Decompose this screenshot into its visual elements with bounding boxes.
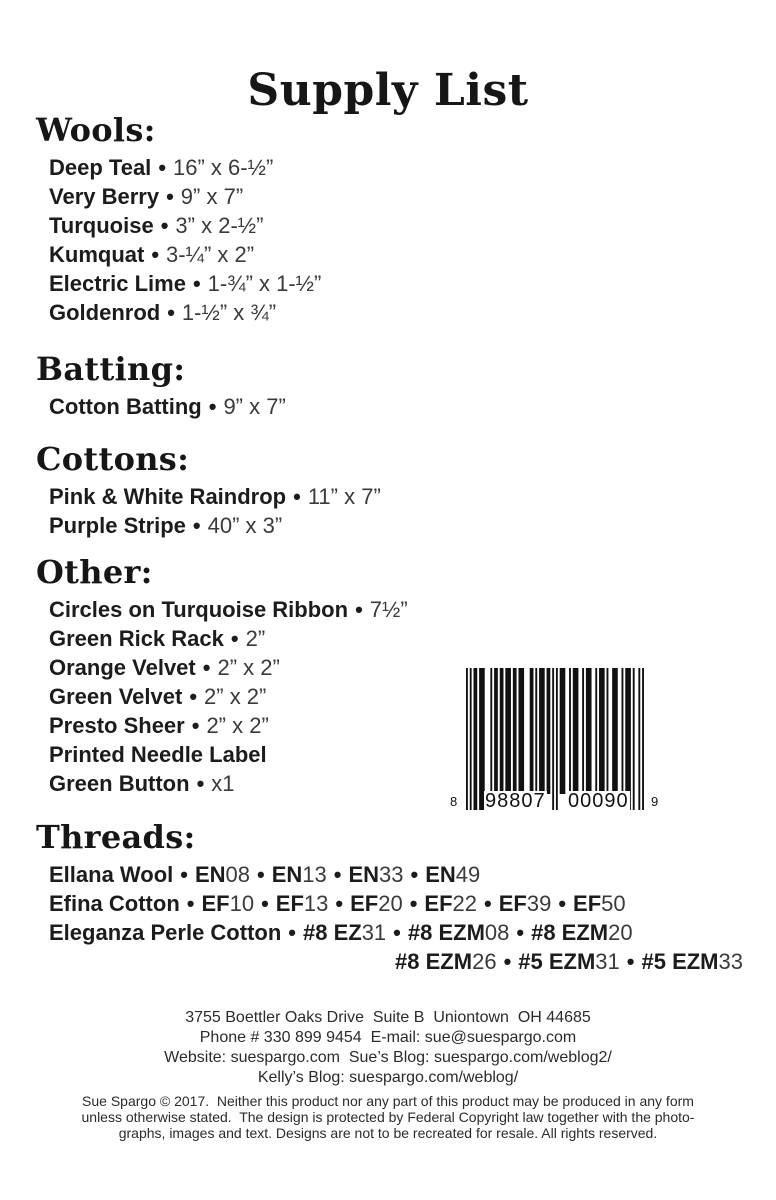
thread-item-line (49, 918, 743, 947)
page-title: Supply List (247, 65, 529, 117)
bullet-separator: • (192, 271, 201, 296)
bullet-separator: • (191, 713, 200, 738)
list-item (49, 240, 321, 269)
item-name: Kumquat (49, 242, 145, 267)
item-name: Cotton Batting (49, 394, 202, 419)
thread-code: #8 EZM26 (395, 949, 497, 974)
item-size: 7½” (369, 597, 408, 622)
item-name: Presto Sheer (49, 713, 185, 738)
website-blog-line: Website: suespargo.com Sue’s Blog: suespargo.com/weblog2/ (164, 1049, 612, 1066)
list-item (49, 182, 321, 211)
item-name: Green Velvet (49, 684, 183, 709)
thread-code: EN13 (271, 862, 327, 887)
bullet-separator: • (186, 891, 195, 916)
item-name: Electric Lime (49, 271, 186, 296)
bullet-separator: • (409, 891, 418, 916)
item-name: Goldenrod (49, 300, 161, 325)
barcode-right-group-digits: 00090 (568, 790, 629, 812)
item-name: Efina Cotton (49, 891, 180, 916)
bullet-separator: • (355, 597, 363, 622)
thread-code: EN33 (348, 862, 404, 887)
bullet-separator: • (333, 862, 342, 887)
item-name: Pink & White Raindrop (49, 484, 287, 509)
list-item (49, 682, 408, 711)
item-size: 16” x 6-½” (173, 155, 274, 180)
list-item (49, 711, 408, 740)
item-size: 9” x 7” (180, 184, 244, 209)
list-item (49, 153, 321, 182)
thread-code: #8 EZM08 (407, 920, 510, 945)
section-heading: Cottons: (36, 440, 190, 478)
item-size: 1-½” x ¾” (181, 300, 277, 325)
section-items (36, 392, 286, 421)
bullet-separator: • (484, 891, 492, 916)
barcode-number-system-digit: 8 (450, 794, 458, 809)
thread-code: EF22 (424, 891, 478, 916)
item-name: Printed Needle Label (49, 742, 267, 767)
thread-item-line (49, 889, 743, 918)
kellys-blog-line: Kelly’s Blog: suespargo.com/weblog/ (257, 1069, 519, 1086)
thread-code: EF13 (275, 891, 329, 916)
list-item (49, 392, 286, 421)
thread-code: EF20 (350, 891, 403, 916)
item-name: Deep Teal (49, 155, 152, 180)
section-other (36, 552, 408, 798)
bullet-separator: • (257, 862, 265, 887)
bullet-separator: • (196, 771, 205, 796)
list-item (49, 595, 408, 624)
section-heading: Threads: (36, 818, 196, 856)
thread-code: EN49 (425, 862, 481, 887)
item-size: 3-¼” x 2” (166, 242, 255, 267)
bullet-separator: • (160, 213, 169, 238)
section-heading: Wools: (36, 111, 156, 149)
thread-code: EN08 (194, 862, 251, 887)
thread-code: #8 EZM20 (531, 920, 633, 945)
list-item (49, 211, 321, 240)
upc-barcode (448, 660, 664, 822)
bullet-separator: • (192, 513, 201, 538)
bullet-separator: • (516, 920, 525, 945)
list-item (49, 624, 408, 653)
contact-block (0, 1008, 776, 1088)
list-item (49, 769, 408, 798)
bullet-separator: • (626, 949, 635, 974)
section-items (36, 153, 321, 327)
bullet-separator: • (410, 862, 419, 887)
bullet-separator: • (158, 155, 167, 180)
thread-code: #8 EZ31 (302, 920, 387, 945)
item-name: Ellana Wool (49, 862, 174, 887)
item-name: Very Berry (49, 184, 160, 209)
bullet-separator: • (558, 891, 567, 916)
item-name: Circles on Turquoise Ribbon (49, 597, 349, 622)
thread-item-line (49, 947, 743, 976)
bullet-separator: • (393, 920, 401, 945)
thread-code: EF39 (498, 891, 552, 916)
item-name: Green Rick Rack (49, 626, 224, 651)
barcode-left-group-digits: 98807 (485, 790, 546, 812)
phone-email-line: Phone # 330 899 9454 E-mail: sue@suespargo.com (199, 1029, 577, 1046)
item-size: 2” (245, 626, 266, 651)
section-batting (36, 349, 286, 421)
bullet-separator: • (167, 300, 175, 325)
bullet-separator: • (208, 394, 217, 419)
item-name: Eleganza Perle Cotton (49, 920, 282, 945)
item-size: 3” x 2-½” (175, 213, 264, 238)
threads-items (36, 860, 743, 976)
list-item (49, 298, 321, 327)
section-items (36, 482, 381, 540)
item-size: 2” x 2” (204, 684, 267, 709)
item-name: Orange Velvet (49, 655, 196, 680)
bullet-separator: • (261, 891, 269, 916)
section-wools (36, 110, 321, 327)
section-heading: Batting: (36, 350, 186, 388)
item-size: 2” x 2” (206, 713, 269, 738)
address-line: 3755 Boettler Oaks Drive Suite B Uniontown OH 44685 (185, 1009, 591, 1026)
thread-code: EF50 (573, 891, 626, 916)
copyright-notice (0, 1093, 776, 1141)
bullet-separator: • (166, 184, 174, 209)
thread-code: EF10 (201, 891, 255, 916)
bullet-separator: • (202, 655, 211, 680)
section-cottons (36, 439, 381, 540)
bullet-separator: • (335, 891, 344, 916)
item-size: x1 (211, 771, 235, 796)
section-threads (36, 817, 743, 976)
list-item (49, 653, 408, 682)
item-name: Turquoise (49, 213, 154, 238)
bullet-separator: • (503, 949, 512, 974)
list-item (49, 511, 381, 540)
bullet-separator: • (189, 684, 198, 709)
item-name: Purple Stripe (49, 513, 186, 538)
copyright-line: Sue Spargo © 2017. Neither this product nor any part of this product may be produced in any form (82, 1093, 694, 1109)
copyright-line: unless otherwise stated. The design is protected by Federal Copyright law together with the photo- (81, 1109, 695, 1125)
item-size: 2” x 2” (217, 655, 280, 680)
item-size: 40” x 3” (207, 513, 283, 538)
copyright-line: graphs, images and text. Designs are not to be recreated for resale. All rights reserved. (118, 1125, 658, 1141)
item-size: 11” x 7” (307, 484, 381, 509)
section-items (36, 595, 408, 798)
list-item (49, 269, 321, 298)
barcode-check-digit: 9 (651, 794, 659, 809)
bullet-separator: • (151, 242, 160, 267)
list-item (49, 482, 381, 511)
thread-item-line (49, 860, 743, 889)
item-name: Green Button (49, 771, 190, 796)
bullet-separator: • (293, 484, 301, 509)
bullet-separator: • (180, 862, 188, 887)
item-size: 1-¾” x 1-½” (207, 271, 322, 296)
item-size: 9” x 7” (223, 394, 286, 419)
thread-code: #5 EZM33 (641, 949, 743, 974)
bullet-separator: • (230, 626, 239, 651)
section-heading: Other: (36, 553, 153, 591)
thread-code: #5 EZM31 (518, 949, 620, 974)
bullet-separator: • (288, 920, 296, 945)
list-item (49, 740, 408, 769)
